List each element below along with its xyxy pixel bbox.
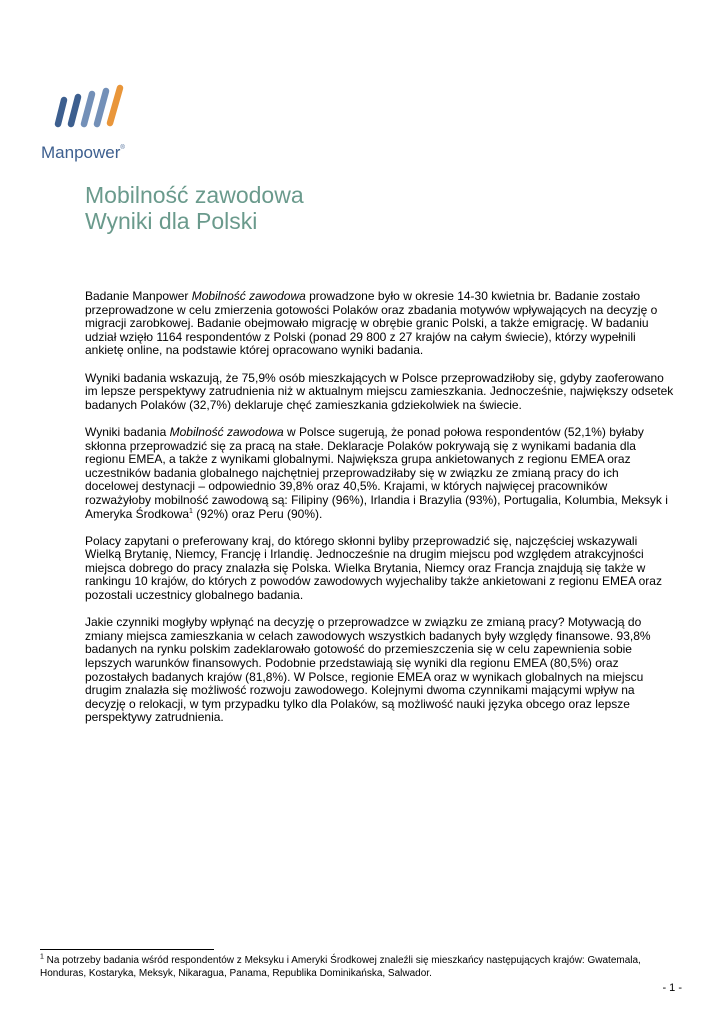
- footnote-divider: [40, 949, 214, 950]
- footnote: [40, 954, 680, 980]
- document-body: [85, 290, 675, 725]
- footnote-reference[interactable]: 1: [189, 507, 193, 515]
- logo-stripe: [58, 100, 64, 124]
- manpower-stripes-logo-icon: [40, 82, 150, 134]
- footnote-text: Na potrzeby badania wśród respondentów z Meksyku i Ameryki Środkowej znaleźli się mieszkańcy następujących krajów: Gwatemala, Honduras, Kostaryka, Meksyk, Nikaragua, Panama, Republika Dominikańska, Salwador.: [40, 955, 641, 979]
- footnote-marker: 1: [40, 953, 44, 961]
- paragraph-2: Wyniki badania wskazują, że 75,9% osób mieszkających w Polsce przeprowadziłoby się, gdyby zaoferowano im lepsze perspektywy zatrudnienia niż w aktualnym miejscu zamieszkania. Jednocześnie, największy odsetek badanych Polaków (32,7%) deklaruje chęć zamieszkania gdziekolwiek na świecie.: [85, 370, 674, 412]
- paragraph-3: Wyniki badania Mobilność zawodowa w Polsce sugerują, że ponad połowa respondentów (52,1%) byłaby skłonna przeprowadzić się za pracą na stałe. Deklaracje Polaków pokrywają się z wynikami badania dla regionu EMEA, a także z wynikami globalnymi. Największa grupa ankietowanych z regionu EMEA oraz uczestników badania globalnego najchętniej przeprowadziłaby się w związku ze zmianą pracy do ich docelowej destynacji – odpowiednio 39,8% oraz 40,5%. Krajami, w których najwięcej pracowników rozważyłoby mobilność zawodową są: Filipiny (96%), Irlandia i Brazylia (93%), Portugalia, Kolumbia, Meksyk i Ameryka Środkowa$^1$ (92%) oraz Peru (90%).: [85, 424, 668, 521]
- page-title: [85, 182, 304, 234]
- title-line-2: Wyniki dla Polski: [85, 208, 258, 234]
- paragraph-1: Badanie Manpower Mobilność zawodowa prowadzone było w okresie 14-30 kwietnia br. Badanie zostało przeprowadzone w celu zmierzenia gotowości Polaków oraz zbadania motywów wpływających na decyzję o migracji zarobkowej. Badanie obejmowało migrację w obrębie granic Polski, a także emigrację. W badaniu udział wzięło 1164 respondentów z Polski (ponad 29 800 z 27 krajów na całym świecie), którzy wypełnili ankietę online, na podstawie której opracowano wyniki badania.: [85, 289, 658, 358]
- paragraph-4: Polacy zapytani o preferowany kraj, do którego skłonni byliby przeprowadzić się, najczęściej wskazywali Wielką Brytanię, Niemcy, Francję i Irlandię. Jednocześnie na drugim miejscu pod względem atrakcyjności miejsca dobrego do pracy znalazła się Polska. Wielka Brytania, Niemcy oraz Francja znajdują się także w rankingu 10 krajów, do których z powodów zawodowych wyjechaliby także ankietowani z regionu EMEA oraz pozostali uczestnicy globalnego badania.: [85, 533, 662, 603]
- title-line-1: Mobilność zawodowa: [85, 182, 304, 208]
- logo-stripe: [110, 88, 120, 123]
- brand-name: Manpower®: [41, 143, 125, 162]
- logo-stripe: [97, 91, 106, 124]
- registered-mark: ®: [120, 145, 125, 151]
- paragraph-5: Jakie czynniki mogłyby wpłynąć na decyzję o przeprowadzce w związku ze zmianą pracy? Motywacją do zmiany miejsca zamieszkania w celach zawodowych wszystkich badanych były względy finansowe. 93,8% badanych na rynku polskim zadeklarowało gotowość do przemieszczenia się w celu zapewnienia sobie lepszych warunków finansowych. Podobnie przedstawiają się wyniki dla regionu EMEA (80,5%) oraz pozostałych badanych krajów (81,8%). W Polsce, regionie EMEA oraz w wynikach globalnych na miejscu drugim znalazła się możliwość rozwoju zawodowego. Kolejnymi dwoma czynnikami mającymi wpływ na decyzję o relokacji, w tym przypadku tylko dla Polaków, są możliwość nauki języka obcego oraz lepsze perspektywy zatrudnienia.: [85, 615, 651, 725]
- logo-stripe: [71, 97, 78, 124]
- page-number: - 1 -: [662, 982, 682, 994]
- logo-stripe: [84, 94, 92, 124]
